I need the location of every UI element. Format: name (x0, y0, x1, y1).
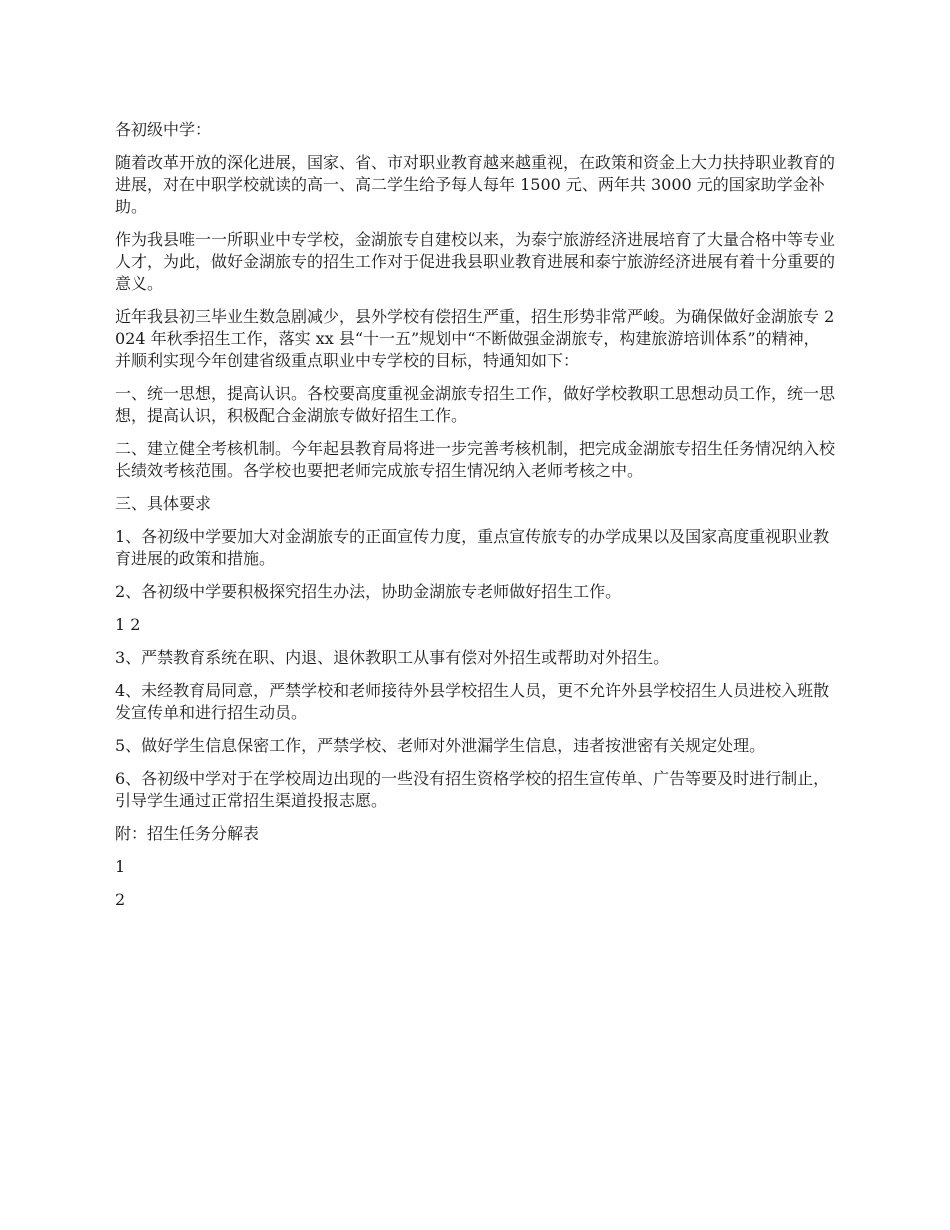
page-marker: 1 2 (115, 615, 141, 634)
requirement-6: 6、各初级中学对于在学校周边出现的一些没有招生资格学校的招生宣传单、广告等要及时进行制止，引导学生通过正常招生渠道投报志愿。 (115, 769, 830, 810)
salutation: 各初级中学： (115, 120, 212, 139)
requirement-4: 4、未经教育局同意，严禁学校和老师接待外县学校招生人员，更不允许外县学校招生人员进校入班散发宣传单和进行招生动员。 (115, 681, 830, 722)
attachment-label: 附：招生任务分解表 (115, 824, 260, 843)
section-two: 二、建立健全考核机制。今年起县教育局将进一步完善考核机制，把完成金湖旅专招生任务情况纳入校长绩效考核范围。各学校也要把老师完成旅专招生情况纳入老师考核之中。 (115, 439, 836, 480)
paragraph-school: 作为我县唯一一所职业中专学校，金湖旅专自建校以来，为泰宁旅游经济进展培育了大量合格中等专业人才，为此，做好金湖旅专的招生工作对于促进我县职业教育进展和泰宁旅游经济进展有着十分重要的意义。 (115, 230, 836, 293)
paragraph-intro: 随着改革开放的深化进展，国家、省、市对职业教育越来越重视，在政策和资金上大力扶持职业教育的进展，对在中职学校就读的高一、高二学生给予每人每年 1500 元、两年共 3000 元的国家助学金补助。 (115, 153, 836, 216)
document-body (115, 119, 835, 922)
attachment-item-2: 2 (115, 890, 126, 909)
requirement-1: 1、各初级中学要加大对金湖旅专的正面宣传力度，重点宣传旅专的办学成果以及国家高度重视职业教育进展的政策和措施。 (115, 527, 830, 568)
paragraph-situation: 近年我县初三毕业生数急剧减少，县外学校有偿招生严重，招生形势非常严峻。为确保做好金湖旅专 2024 年秋季招生工作，落实 xx 县“十一五”规划中“不断做强金湖旅专，构建旅游培训体系”的精神，并顺利实现今年创建省级重点职业中专学校的目标，特通知如下： (115, 307, 835, 370)
section-one: 一、统一思想，提高认识。各校要高度重视金湖旅专招生工作，做好学校教职工思想动员工作，统一思想，提高认识，积极配合金湖旅专做好招生工作。 (115, 384, 836, 425)
attachment-item-1: 1 (115, 857, 126, 876)
requirement-5: 5、做好学生信息保密工作，严禁学校、老师对外泄漏学生信息，违者按泄密有关规定处理。 (115, 736, 766, 755)
requirement-3: 3、严禁教育系统在职、内退、退休教职工从事有偿对外招生或帮助对外招生。 (115, 648, 670, 667)
section-three-heading: 三、具体要求 (115, 494, 212, 513)
requirement-2: 2、各初级中学要积极探究招生办法，协助金湖旅专老师做好招生工作。 (115, 582, 622, 601)
